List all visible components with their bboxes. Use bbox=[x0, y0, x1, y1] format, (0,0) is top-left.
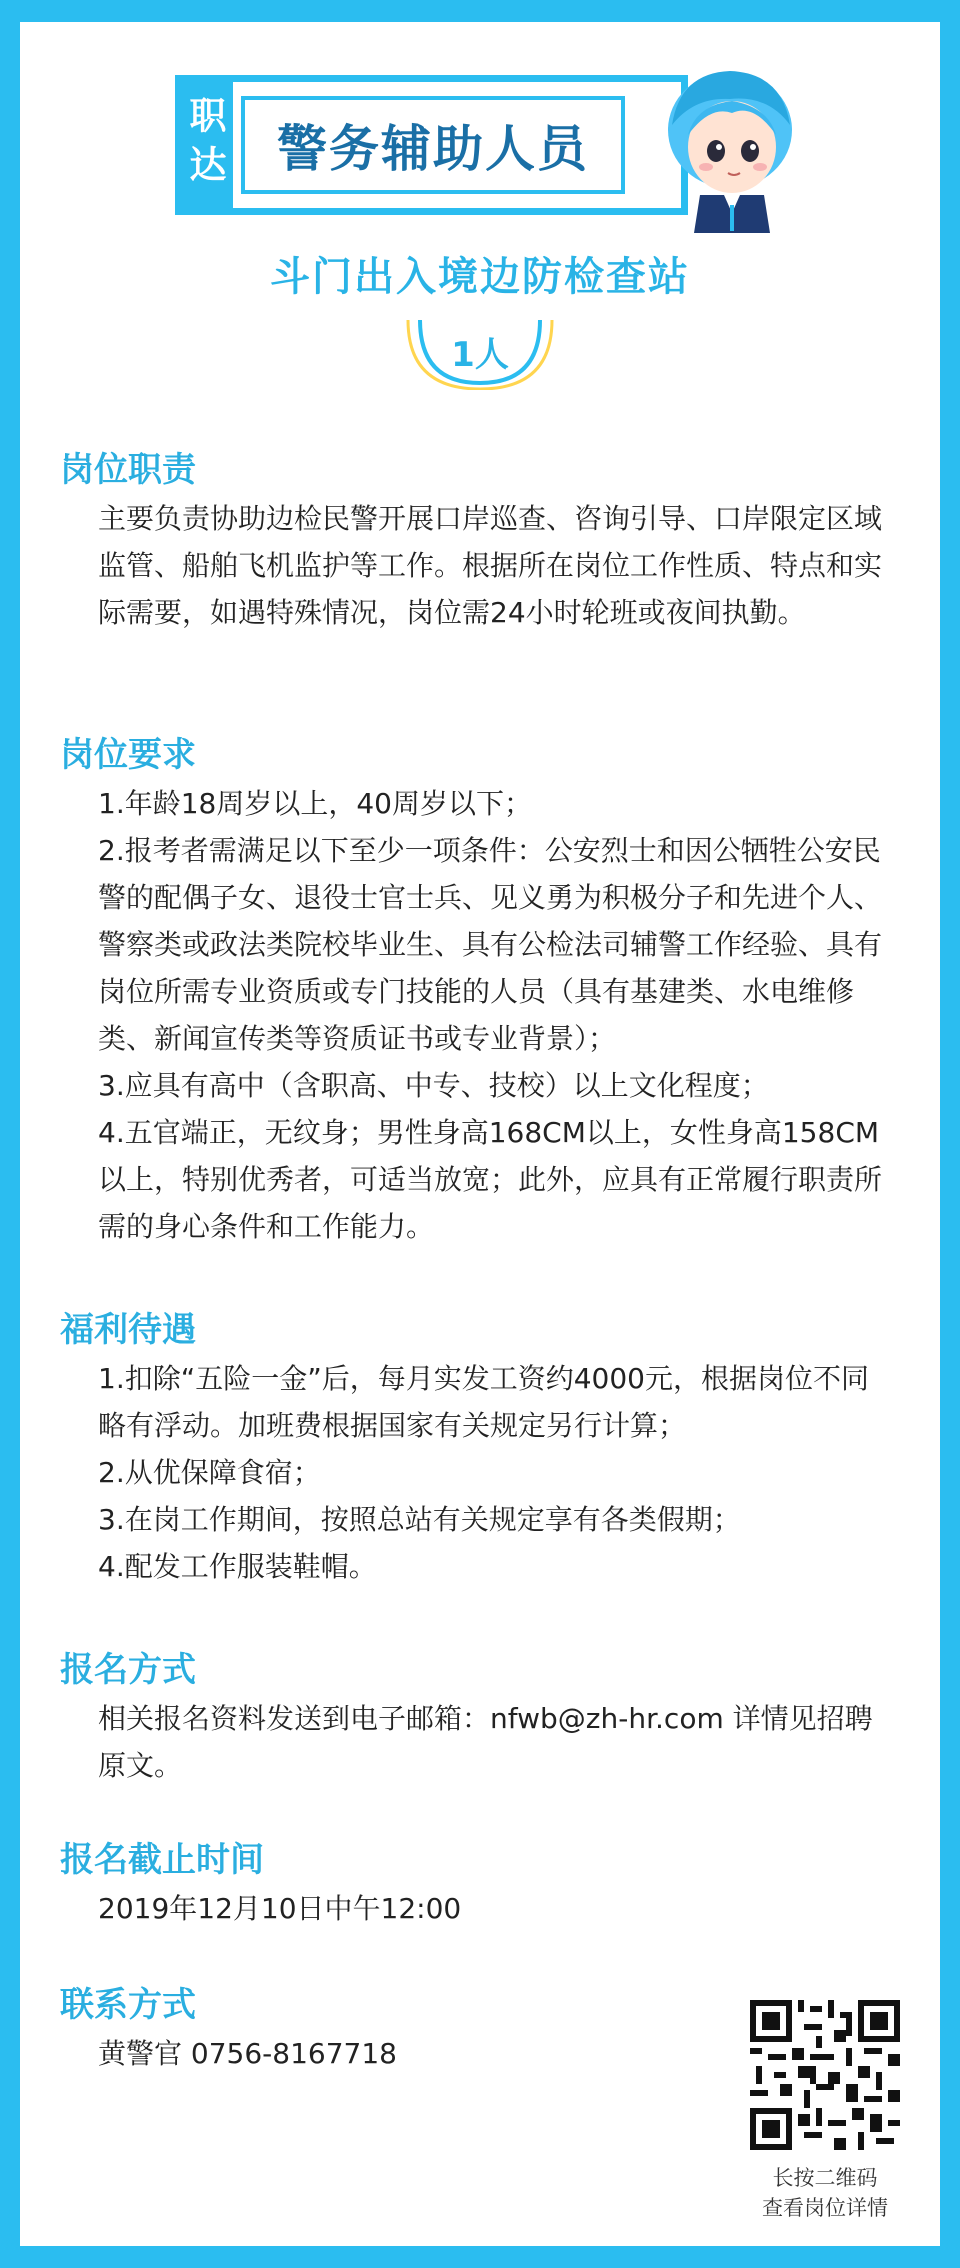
section-body bbox=[60, 780, 890, 1250]
qr-caption-line2: 查看岗位详情 bbox=[762, 2196, 888, 2220]
list-item: 1.扣除“五险一金”后，每月实发工资约4000元，根据岗位不同略有浮动。加班费根据国家有关规定另行计算； bbox=[98, 1362, 869, 1442]
page-title: 警务辅助人员 bbox=[241, 96, 625, 194]
section-body bbox=[60, 1695, 890, 1789]
section-requirements bbox=[60, 730, 890, 1250]
section-body bbox=[60, 1885, 890, 1932]
apply-text: 相关报名资料发送到电子邮箱：nfwb@zh-hr.com 详情见招聘原文。 bbox=[98, 1702, 873, 1782]
section-body bbox=[60, 1355, 890, 1590]
duty-text: 主要负责协助边检民警开展口岸巡查、咨询引导、口岸限定区域监管、船舶飞机监护等工作。根据所在岗位工作性质、特点和实际需要，如遇特殊情况，岗位需24小时轮班或夜间执勤。 bbox=[98, 502, 883, 629]
list-item: 4.五官端正，无纹身；男性身高168CM以上，女性身高158CM以上，特别优秀者，可适当放宽；此外，应具有正常履行职责所需的身心条件和工作能力。 bbox=[98, 1116, 883, 1243]
tag-label bbox=[175, 75, 233, 215]
list-item: 4.配发工作服装鞋帽。 bbox=[98, 1550, 377, 1583]
section-body bbox=[60, 2030, 710, 2077]
section-body bbox=[60, 495, 890, 636]
section-deadline bbox=[60, 1835, 890, 1932]
section-title: 报名方式 bbox=[60, 1650, 196, 1690]
section-apply bbox=[60, 1645, 890, 1789]
station-name: 斗门出入境边防检查站 bbox=[270, 254, 690, 300]
deadline-text: 2019年12月10日中午12:00 bbox=[98, 1892, 462, 1925]
title-box bbox=[233, 75, 688, 215]
headcount-badge bbox=[400, 315, 560, 390]
section-contact bbox=[60, 1980, 710, 2077]
contact-text: 黄警官 0756-8167718 bbox=[98, 2037, 397, 2070]
section-title: 福利待遇 bbox=[60, 1310, 196, 1350]
qr-caption bbox=[735, 2163, 915, 2223]
list-item: 2.报考者需满足以下至少一项条件：公安烈士和因公牺牲公安民警的配偶子女、退役士官士兵、见义勇为积极分子和先进个人、警察类或政法类院校毕业生、具有公检法司辅警工作经验、具有岗位所需专业资质或专门技能的人员（具有基建类、水电维修类、新闻宣传类等资质证书或专业背景）； bbox=[98, 834, 883, 1055]
list-item: 2.从优保障食宿； bbox=[98, 1456, 321, 1489]
list-item: 3.在岗工作期间，按照总站有关规定享有各类假期； bbox=[98, 1503, 741, 1536]
qr-code[interactable] bbox=[750, 2000, 900, 2150]
tag-text: 职达 bbox=[183, 96, 227, 194]
list-item: 3.应具有高中（含职高、中专、技校）以上文化程度； bbox=[98, 1069, 769, 1102]
section-benefits bbox=[60, 1305, 890, 1590]
section-title: 报名截止时间 bbox=[60, 1840, 264, 1880]
section-title: 岗位职责 bbox=[60, 450, 196, 490]
police-avatar-illustration bbox=[650, 55, 810, 235]
headcount-text: 1人 bbox=[451, 335, 509, 375]
list-item: 1.年龄18周岁以上，40周岁以下； bbox=[98, 787, 532, 820]
qr-caption-line1: 长按二维码 bbox=[772, 2166, 878, 2190]
section-duty bbox=[60, 445, 890, 636]
section-title: 联系方式 bbox=[60, 1985, 196, 2025]
section-title: 岗位要求 bbox=[60, 735, 196, 775]
